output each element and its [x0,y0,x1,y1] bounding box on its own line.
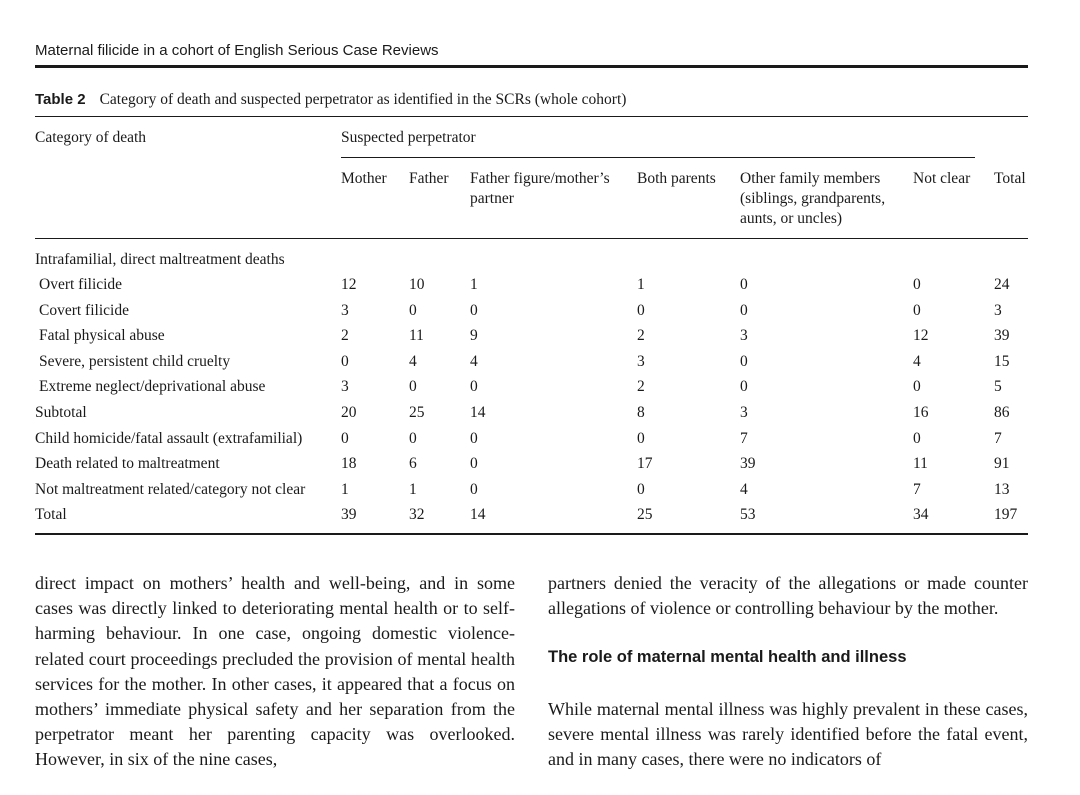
cell-other-family: 0 [740,378,748,396]
cell-father: 4 [409,352,417,370]
cell-father-figure: 0 [470,480,478,498]
cell-not-clear: 34 [913,506,929,524]
cell-father-figure: 14 [470,506,486,524]
row-label: Death related to maltreatment [35,455,220,473]
cell-total: 3 [994,301,1002,319]
cell-father: 10 [409,276,425,293]
col-header-not-clear: Not clear [913,170,971,187]
cell-mother: 20 [341,404,357,421]
cell-mother: 2 [341,327,349,345]
cell-father: 0 [409,429,417,447]
cell-father-figure: 0 [470,378,478,396]
cell-father: 1 [409,480,417,498]
cell-total: 5 [994,378,1002,396]
cell-other-family: 53 [740,506,756,524]
cell-other-family: 0 [740,352,748,370]
cell-father-figure: 0 [470,455,478,473]
row-label: Subtotal [35,404,87,421]
row-label: Extreme neglect/deprivational abuse [39,378,266,396]
cell-total: 13 [994,480,1010,498]
section-heading: The role of maternal mental health and illness [548,648,907,666]
cell-father: 11 [409,327,424,345]
cell-other-family: 7 [740,429,748,447]
group-header-rule [341,157,975,158]
left-paragraph: direct impact on mothers’ health and well-being, and in some cases was directly linked to deteriorating mental health or to self-harming behaviour. In one case, ongoing domestic violence-related court proceedings precluded the provision of mental health services for the mother. In other cases, it appeared that a focus on mothers’ immediate physical safety and her separation from the perpetrator meant her parenting capacity was overlooked. However, in six of the nine cases, [35,573,515,770]
row-label: Overt filicide [39,276,123,293]
cell-total: 7 [994,429,1002,447]
left-column-text [35,571,515,773]
cell-total: 15 [994,352,1010,370]
cell-both-parents: 2 [637,378,645,396]
col-header-father-figure: Father figure/mother’s partner [470,170,610,207]
cell-not-clear: 4 [913,352,921,370]
cell-both-parents: 0 [637,429,645,447]
col-header-both-parents: Both parents [637,170,716,187]
cell-both-parents: 8 [637,404,645,421]
cell-total: 24 [994,276,1010,293]
cell-total: 197 [994,506,1018,524]
cell-mother: 12 [341,276,357,293]
row-label: Covert filicide [39,301,129,319]
cell-mother: 0 [341,429,349,447]
row-label: Child homicide/fatal assault (extrafamilial) [35,429,303,447]
right-paragraph-1: partners denied the veracity of the allegations or made counter allegations of violence or controlling behaviour by the mother. [548,573,1028,619]
cell-both-parents: 3 [637,352,645,370]
col-header-mother: Mother [341,170,387,187]
cell-mother: 39 [341,506,357,524]
col-header-father: Father [409,170,449,187]
cell-other-family: 0 [740,301,748,319]
cell-not-clear: 7 [913,480,921,498]
cell-other-family: 3 [740,404,748,421]
cell-both-parents: 2 [637,327,645,345]
cell-both-parents: 0 [637,301,645,319]
cell-other-family: 39 [740,455,756,473]
cell-total: 39 [994,327,1010,345]
cell-other-family: 4 [740,480,748,498]
cell-father: 25 [409,404,425,421]
cell-both-parents: 17 [637,455,653,473]
cell-mother: 1 [341,480,349,498]
cell-other-family: 3 [740,327,748,345]
running-header: Maternal filicide in a cohort of English Serious Case Reviews [35,42,439,59]
cell-total: 86 [994,404,1010,421]
cell-mother: 3 [341,301,349,319]
cell-not-clear: 0 [913,429,921,447]
cell-mother: 18 [341,455,357,473]
row-label: Not maltreatment related/category not clear [35,480,306,498]
cell-father-figure: 1 [470,276,478,293]
cell-father: 6 [409,455,417,473]
table-caption-text: Category of death and suspected perpetrator as identified in the SCRs (whole cohort) [99,91,627,108]
cell-other-family: 0 [740,276,748,293]
cell-mother: 0 [341,352,349,370]
cell-father-figure: 0 [470,429,478,447]
right-column-bottom [548,697,1028,773]
group-header: Suspected perpetrator [341,129,476,146]
cell-father: 32 [409,506,425,524]
row-label: Total [35,506,67,524]
category-header: Category of death [35,129,147,146]
cell-not-clear: 16 [913,404,929,421]
cell-both-parents: 1 [637,276,645,293]
header-rule [35,65,1028,68]
col-header-other-family: Other family members (siblings, grandparents, aunts, or uncles) [740,170,886,227]
cell-father: 0 [409,378,417,396]
cell-father-figure: 4 [470,352,478,370]
row-label: Severe, persistent child cruelty [39,352,231,370]
cell-not-clear: 12 [913,327,929,345]
cell-father: 0 [409,301,417,319]
section-label: Intrafamilial, direct maltreatment deaths [35,251,285,268]
cell-father-figure: 0 [470,301,478,319]
cell-not-clear: 11 [913,455,928,473]
cell-both-parents: 25 [637,506,653,524]
right-column-top [548,571,1028,621]
col-header-total: Total [994,170,1026,187]
cell-father-figure: 9 [470,327,478,345]
cell-not-clear: 0 [913,378,921,396]
cell-father-figure: 14 [470,404,486,421]
table-label: Table 2 [35,91,86,108]
cell-not-clear: 0 [913,301,921,319]
cell-mother: 3 [341,378,349,396]
row-label: Fatal physical abuse [39,327,165,345]
table-bottom-rule [35,533,1028,535]
table-caption [35,91,626,109]
table-header-rule [35,238,1028,239]
table-top-rule [35,116,1028,117]
cell-both-parents: 0 [637,480,645,498]
cell-total: 91 [994,455,1010,473]
cell-not-clear: 0 [913,276,921,293]
right-paragraph-2: While maternal mental illness was highly prevalent in these cases, severe mental illness was rarely identified before the fatal event, and in many cases, there were no indicators of [548,699,1028,770]
